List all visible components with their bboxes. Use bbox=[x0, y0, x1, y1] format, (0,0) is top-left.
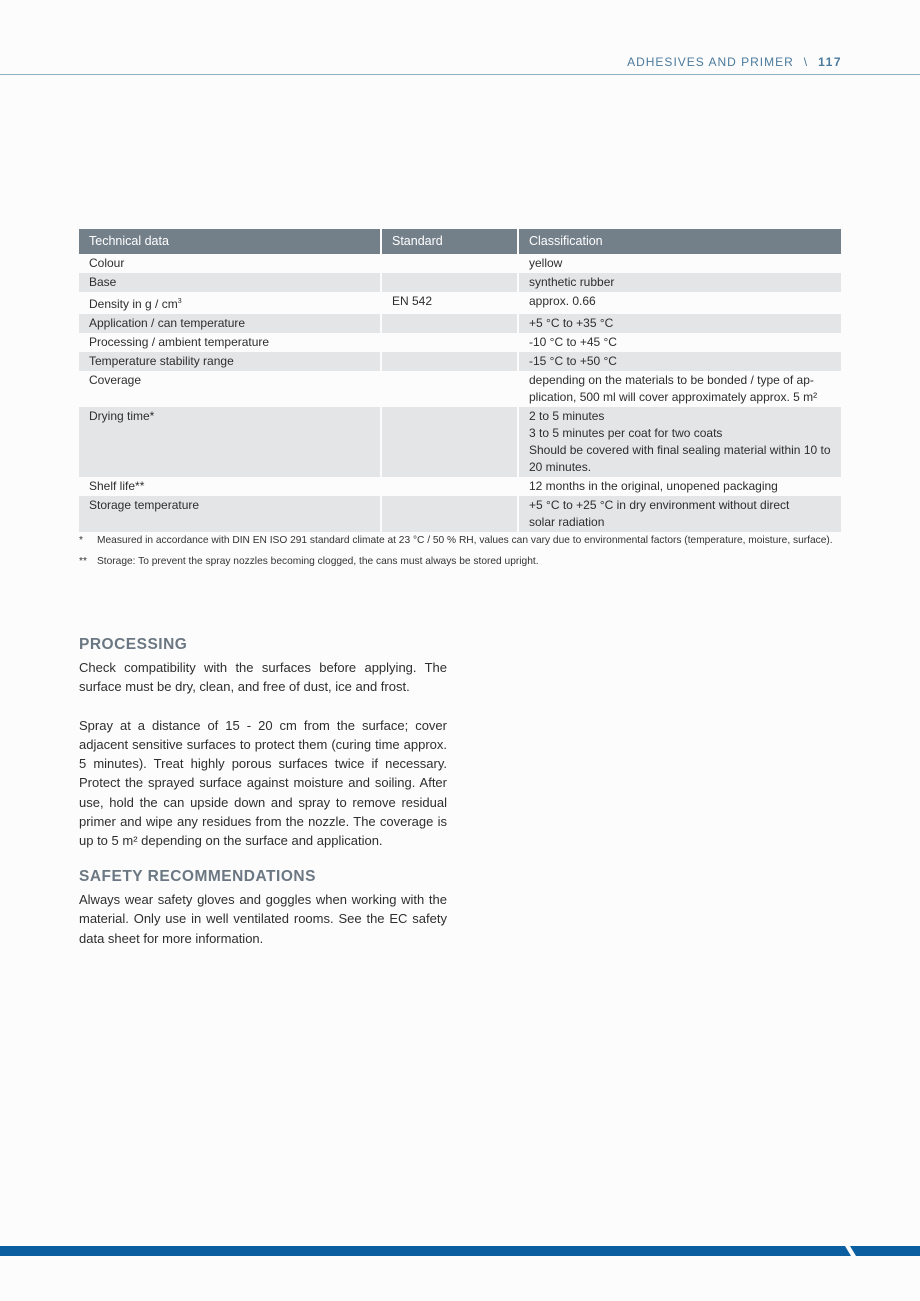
footer-brand-bar bbox=[0, 1246, 920, 1256]
table-row bbox=[79, 371, 841, 407]
table-row bbox=[79, 352, 841, 371]
footnote bbox=[79, 534, 841, 548]
cell-standard bbox=[381, 352, 518, 371]
col-header-standard: Standard bbox=[381, 229, 518, 254]
cell-standard bbox=[381, 496, 518, 532]
table-row bbox=[79, 333, 841, 352]
table-row bbox=[79, 496, 841, 532]
cell-classification: -10 °C to +45 °C bbox=[518, 333, 841, 352]
cell-standard bbox=[381, 254, 518, 273]
footnote-mark: * bbox=[79, 535, 83, 546]
cell-standard bbox=[381, 407, 518, 477]
footer-bar-left bbox=[0, 1246, 851, 1256]
header-separator: \ bbox=[803, 55, 809, 69]
cell-classification: yellow bbox=[518, 254, 841, 273]
cell-technical-data: Drying time* bbox=[79, 407, 381, 477]
cell-technical-data: Coverage bbox=[89, 373, 142, 387]
cell-classification: 2 to 5 minutes 3 to 5 minutes per coat for two coats Should be covered with final sealing material within 10 to 20 minutes. bbox=[518, 407, 841, 477]
cell-classification: +5 °C to +25 °C in dry environment without direct solar radiation bbox=[518, 496, 841, 532]
cell-standard bbox=[381, 273, 518, 292]
cell-standard: EN 542 bbox=[381, 292, 518, 314]
table-row bbox=[79, 477, 841, 496]
safety-section bbox=[79, 868, 447, 948]
table-body bbox=[79, 254, 841, 532]
footnote bbox=[79, 555, 841, 569]
cell-standard bbox=[381, 333, 518, 352]
footnote-text: Storage: To prevent the spray nozzles becoming clogged, the cans must always be stored upright. bbox=[97, 556, 539, 567]
footnotes bbox=[79, 534, 841, 576]
table-row bbox=[79, 314, 841, 333]
cell-technical-data: Colour bbox=[89, 256, 125, 270]
cell-technical-data: Storage temperature bbox=[79, 496, 381, 532]
table-row bbox=[79, 254, 841, 273]
footer-bar-right bbox=[850, 1246, 920, 1256]
header-section-title: ADHESIVES AND PRIMER bbox=[627, 55, 794, 69]
cell-classification: -15 °C to +50 °C bbox=[518, 352, 841, 371]
safety-paragraph: Always wear safety gloves and goggles when working with the material. Only use in well ventilated rooms. See the EC safety data sheet for more information. bbox=[79, 892, 447, 946]
header-rule bbox=[0, 74, 920, 75]
cell-classification: synthetic rubber bbox=[518, 273, 841, 292]
col-header-technical-data: Technical data bbox=[79, 229, 381, 254]
technical-data-table bbox=[79, 229, 841, 532]
cell-standard bbox=[381, 477, 518, 496]
cell-classification: 12 months in the original, unopened packaging bbox=[518, 477, 841, 496]
col-header-classification: Classification bbox=[518, 229, 841, 254]
table-header-row bbox=[79, 229, 841, 254]
safety-heading: SAFETY RECOMMENDATIONS bbox=[79, 868, 316, 885]
cell-technical-data: Temperature stability range bbox=[79, 352, 381, 371]
cell-technical-data: Density in g / $cm^3$ bbox=[89, 297, 182, 311]
processing-paragraph: Spray at a distance of 15 - 20 cm from the surface; cover adjacent sensitive surfaces to protect them (curing time approx. 5 minutes). Treat highly porous surfaces twice if necessary. Protect the sprayed surface against moisture and soiling. After use, hold the can upside down and spray to remove residual primer and wipe any residues from the nozzle. The coverage is up to 5 m² depending on the surface and application. bbox=[79, 717, 447, 849]
cell-technical-data: Base bbox=[79, 273, 381, 292]
cell-standard bbox=[381, 314, 518, 333]
footnote-text: Measured in accordance with DIN EN ISO 291 standard climate at 23 °C / 50 % RH, values can vary due to environmental factors (temperature, moisture, surface). bbox=[97, 535, 833, 546]
cell-classification: approx. 0.66 bbox=[518, 292, 841, 314]
cell-classification: depending on the materials to be bonded / type of ap- plication, 500 ml will cover approximately approx. 5 m² bbox=[518, 371, 841, 407]
table-row bbox=[79, 273, 841, 292]
cell-technical-data: Processing / ambient temperature bbox=[89, 335, 270, 349]
cell-technical-data: Shelf life** bbox=[89, 479, 145, 493]
cell-standard bbox=[381, 371, 518, 407]
page-number: 117 bbox=[818, 55, 842, 69]
processing-section bbox=[79, 636, 447, 851]
processing-paragraph: Check compatibility with the surfaces before applying. The surface must be dry, clean, and free of dust, ice and frost. bbox=[79, 660, 447, 695]
cell-classification: +5 °C to +35 °C bbox=[518, 314, 841, 333]
processing-heading: PROCESSING bbox=[79, 636, 188, 653]
table-row bbox=[79, 292, 841, 314]
cell-technical-data: Application / can temperature bbox=[79, 314, 381, 333]
running-header bbox=[627, 55, 842, 69]
table-row bbox=[79, 407, 841, 477]
footnote-mark: ** bbox=[79, 556, 87, 567]
